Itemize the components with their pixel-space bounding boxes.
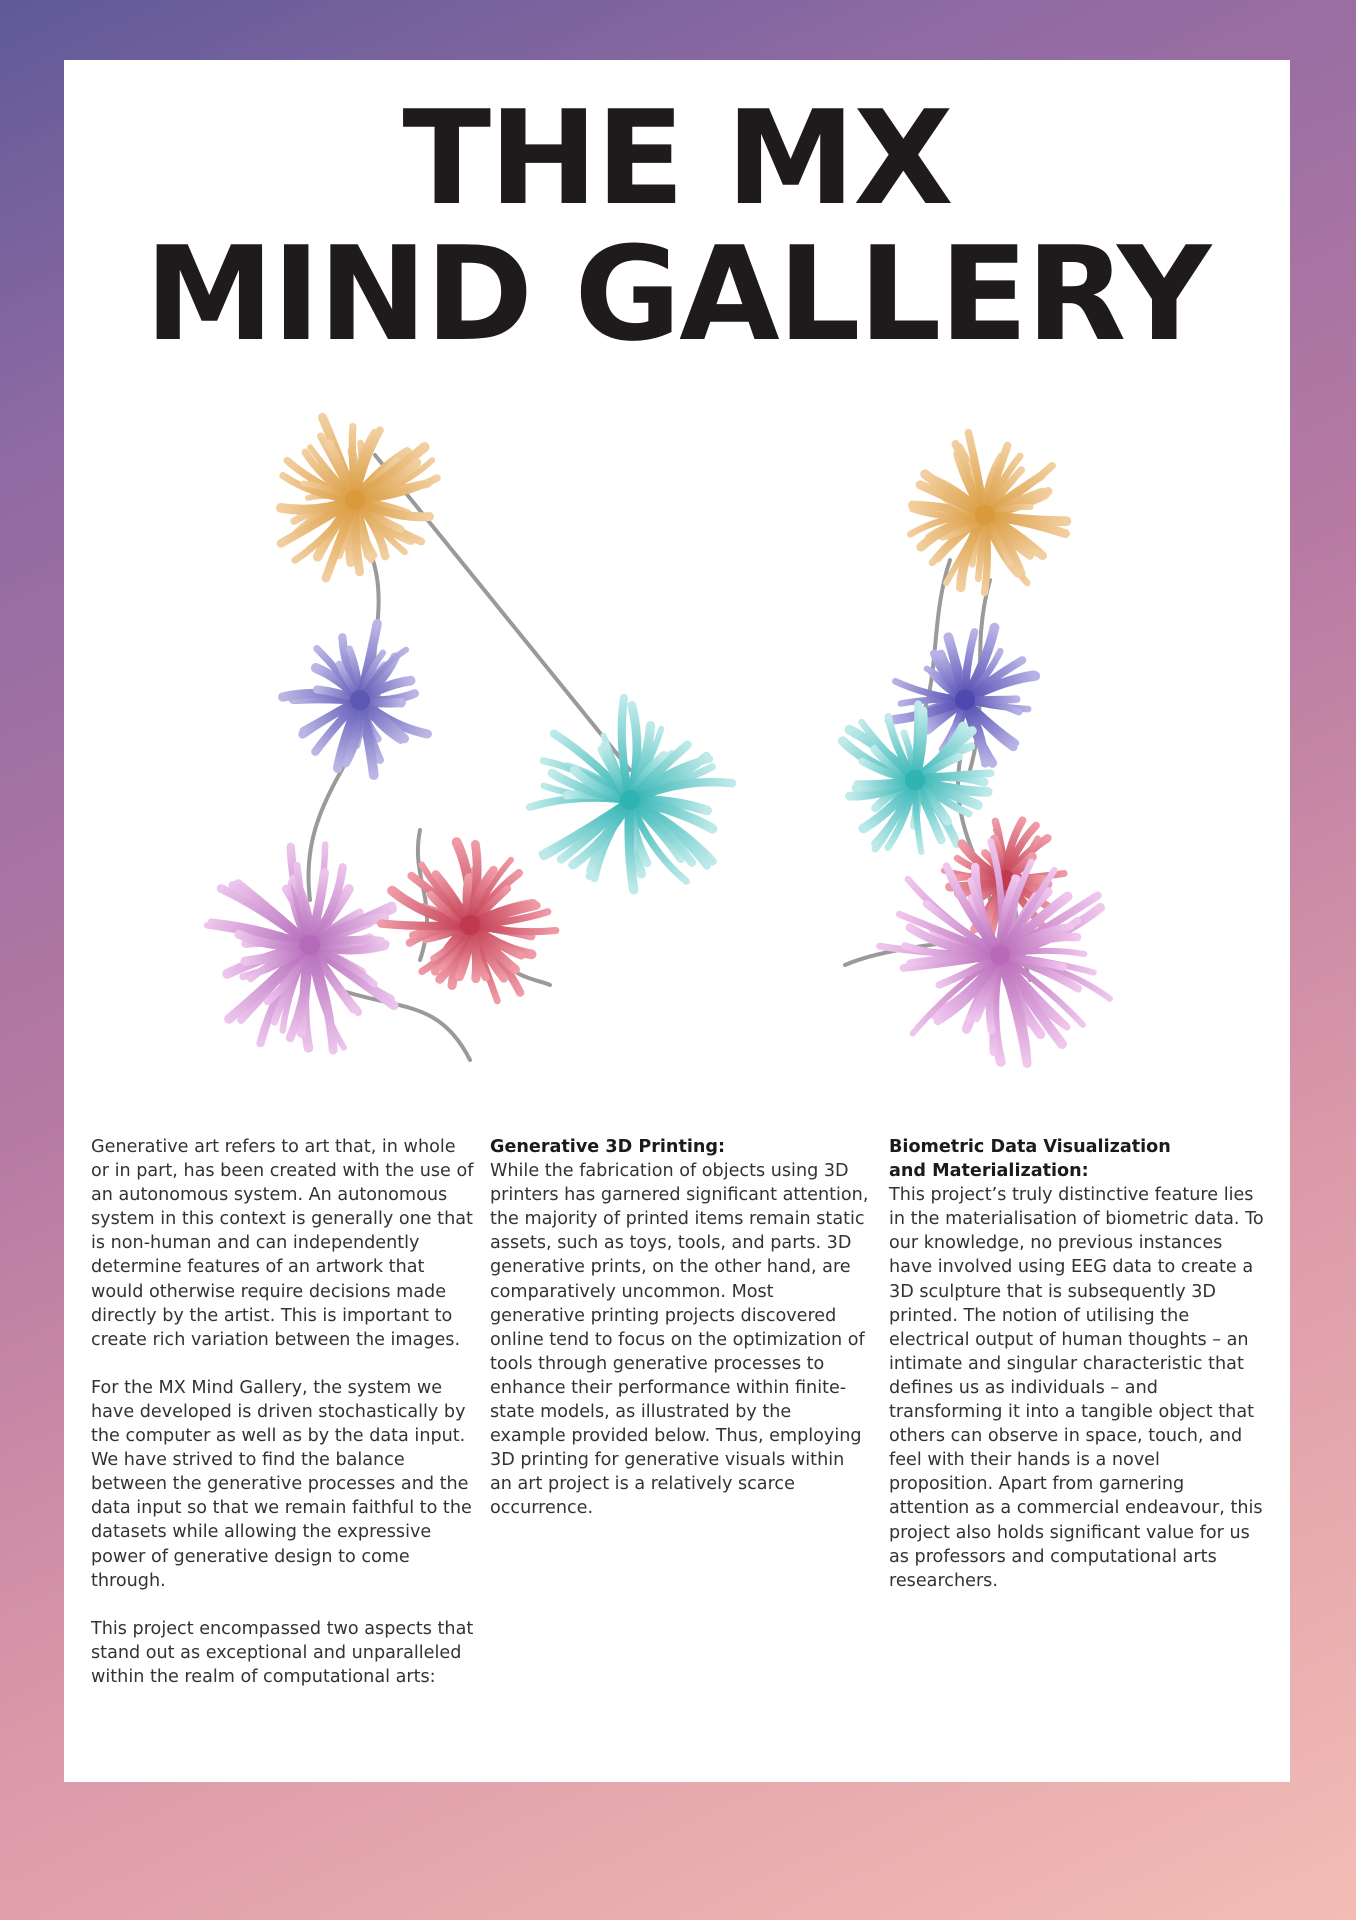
- sculpture-tendril: [629, 800, 634, 890]
- title-line-2: MIND GALLERY: [144, 218, 1210, 370]
- biometric-body: This project’s truly distinctive feature lies in the materialisation of biometric data. To our knowledge, no previous instances have involved using EEG data to create a 3D sculpture that is subsequently 3D printed. The notion of utilising the electrical output of human thoughts – an intimate and singular characteristic that defines us as individuals – and transforming it into a tangible object that others can observe in space, touch, and feel with their hands is a novel proposition. Apart from garnering attention as a commercial endeavour, this project also holds significant value for us as professors and computational arts researchers.: [889, 1185, 1264, 1591]
- sculpture-tendril: [622, 698, 630, 800]
- generative-printing-heading: Generative 3D Printing:: [490, 1137, 726, 1157]
- sculpture-burst: [530, 698, 732, 890]
- sculpture-core: [990, 945, 1010, 965]
- sculpture-core: [345, 490, 365, 510]
- sculpture-core: [300, 935, 320, 955]
- intro-column: [91, 1135, 476, 1713]
- biometric-heading-line-2: and Materialization:: [889, 1161, 1089, 1182]
- sculpture-core: [955, 690, 975, 710]
- intro-paragraph-1: Generative art refers to art that, in whole or in part, has been created with the use of an autonomous system. An autonomous system in this context is generally one that is non-human and can independently determine features of an artwork that would otherwise require decisions made directly by the artist. This is important to create rich variation between the images.: [91, 1137, 474, 1350]
- generative-printing-column: [490, 1135, 870, 1545]
- intro-paragraph-2: For the MX Mind Gallery, the system we have developed is driven stochastically by the computer as well as by the data input. We have strived to find the balance between the generative processes and the data input so that we remain faithful to the datasets while allowing the expressive power of generative design to come through.: [91, 1377, 472, 1591]
- sculpture-core: [905, 770, 925, 790]
- sculpture-core: [350, 690, 370, 710]
- sculpture-core: [975, 505, 995, 525]
- sculpture-tendril: [985, 515, 1066, 521]
- sculpture-core: [460, 915, 480, 935]
- sculpture-tendril: [1000, 951, 1084, 955]
- sculpture-burst: [283, 624, 428, 775]
- sculpture-core: [620, 790, 640, 810]
- title-line-1: THE MX: [402, 82, 952, 234]
- sculpture-burst: [281, 417, 437, 578]
- generative-printing-body: While the fabrication of objects using 3D printers has garnered significant attention, the majority of printed items remain static assets, such as toys, tools, and parts. 3D generative prints, on the other hand, are comparatively uncommon. Most generative printing projects discovered online tend to focus on the optimization of tools through generative processes to enhance their performance within finite-state models, as illustrated by the example provided below. Thus, employing 3D printing for generative visuals within an art project is a relatively scarce occurrence.: [490, 1161, 869, 1519]
- biometric-heading-line-1: Biometric Data Visualization: [889, 1137, 1171, 1157]
- sculpture-tendril: [470, 925, 556, 932]
- sculpture-burst: [207, 844, 394, 1050]
- sculpture-burst: [910, 433, 1066, 593]
- biometric-heading: [889, 1135, 1264, 1183]
- intro-paragraph-3: This project encompassed two aspects that stand out as exceptional and unparalleled within the realm of computational arts:: [91, 1618, 474, 1687]
- biometric-column: [889, 1135, 1264, 1617]
